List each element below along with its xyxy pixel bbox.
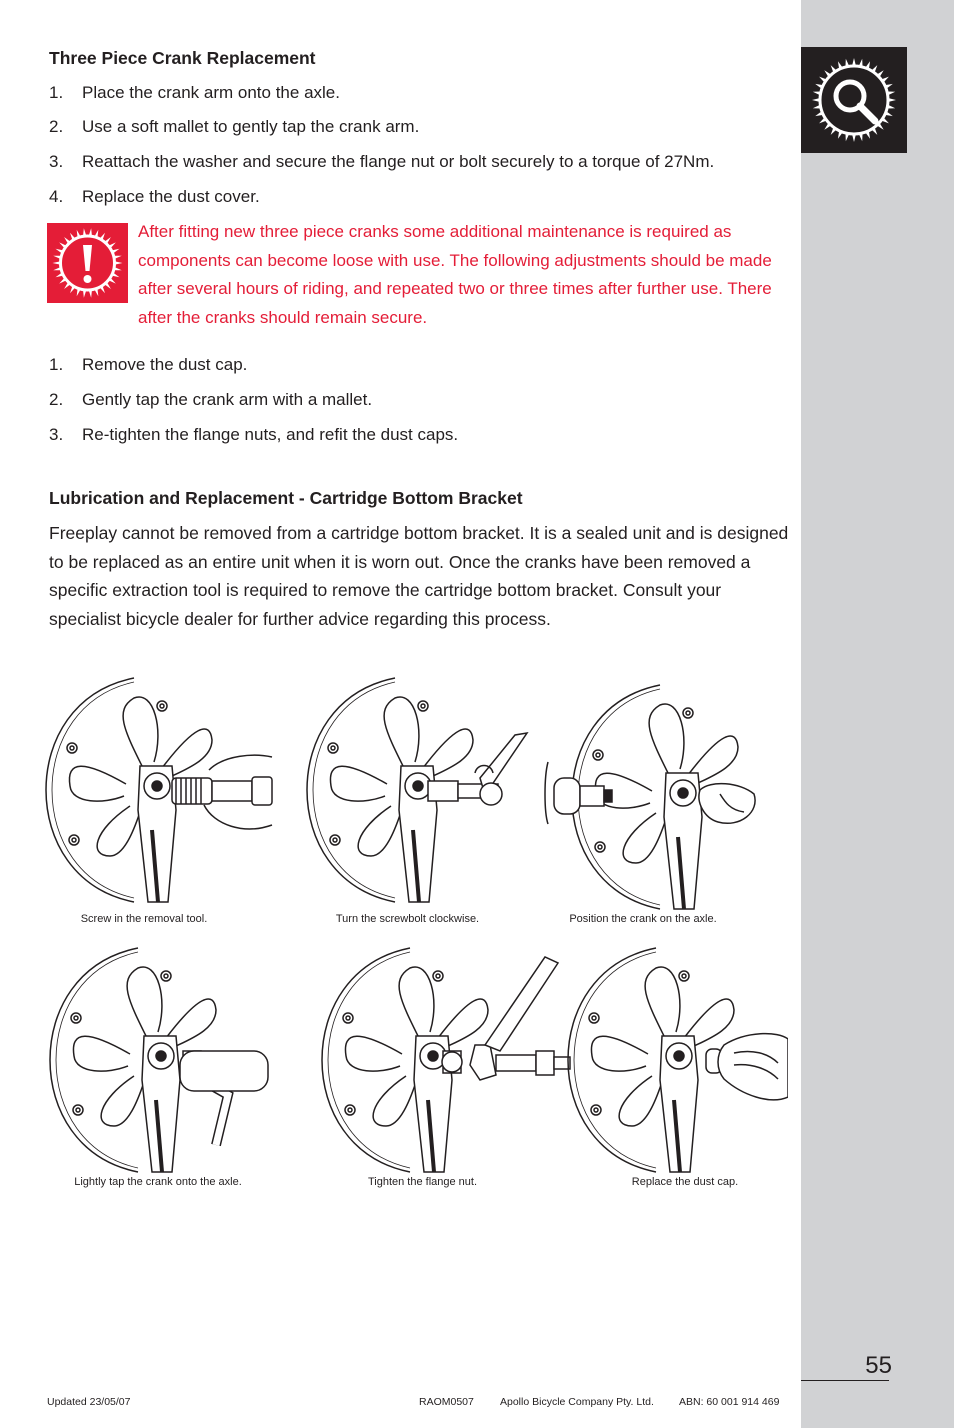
magnifier-gear-icon (801, 47, 907, 153)
step-item: 2. Gently tap the crank arm with a mallet. (49, 390, 373, 409)
crank-illustration-mallet (48, 945, 280, 1175)
exclamation-gear-icon (47, 223, 128, 303)
footer-abn: ABN: 60 001 914 469 (679, 1396, 780, 1408)
warning-text: After fitting new three piece cranks some additional maintenance is required as components can become loose with use. The following adjustments should be made after several hours of riding, and repeated two or three times after further use. There after the cranks should remain secure. (138, 222, 772, 327)
figure-caption: Lightly tap the crank onto the axle. (74, 1176, 242, 1188)
step-item: 4. Replace the dust cover. (49, 187, 260, 206)
step-item: 2. Use a soft mallet to gently tap the crank arm. (49, 117, 420, 136)
crank-illustration-wrench (305, 675, 537, 905)
step-item: 1. Place the crank arm onto the axle. (49, 83, 340, 102)
crank-illustration-removal-tool (44, 675, 276, 905)
sidebar-panel (801, 0, 954, 1428)
figure-caption: Replace the dust cap. (631, 1176, 739, 1188)
crank-illustration-hand-cap (556, 945, 788, 1175)
footer-company: Apollo Bicycle Company Pty. Ltd. (500, 1396, 654, 1408)
section-heading-crank-replacement: Three Piece Crank Replacement (49, 48, 316, 68)
step-item: 3. Reattach the washer and secure the flange nut or bolt securely to a torque of 27Nm. (49, 152, 715, 171)
step-item: 1. Remove the dust cap. (49, 355, 248, 374)
figure-caption: Turn the screwbolt clockwise. (335, 913, 480, 925)
body-paragraph: Freeplay cannot be removed from a cartridge bottom bracket. It is a sealed unit and is designed to be replaced as an entire unit when it is worn out. Once the cranks have been removed a specific extraction tool is required to remove the cartridge bottom bracket. Consult your specialist bicycle dealer for further advice regarding this process. (49, 523, 789, 629)
footer-updated: Updated 23/05/07 (47, 1396, 131, 1408)
step-item: 3. Re-tighten the flange nuts, and refit the dust caps. (49, 425, 459, 444)
crank-illustration-wrench-socket (320, 945, 580, 1175)
section-heading-bottom-bracket: Lubrication and Replacement - Cartridge Bottom Bracket (49, 488, 523, 508)
footer-code: RAOM0507 (419, 1396, 474, 1408)
figure-caption: Screw in the removal tool. (80, 913, 208, 925)
crank-illustration-hand-axle (540, 682, 772, 912)
page-number-rule (801, 1380, 889, 1381)
figure-caption: Position the crank on the axle. (569, 913, 717, 925)
page-number: 55 (865, 1352, 892, 1379)
figure-caption: Tighten the flange nut. (367, 1176, 478, 1188)
